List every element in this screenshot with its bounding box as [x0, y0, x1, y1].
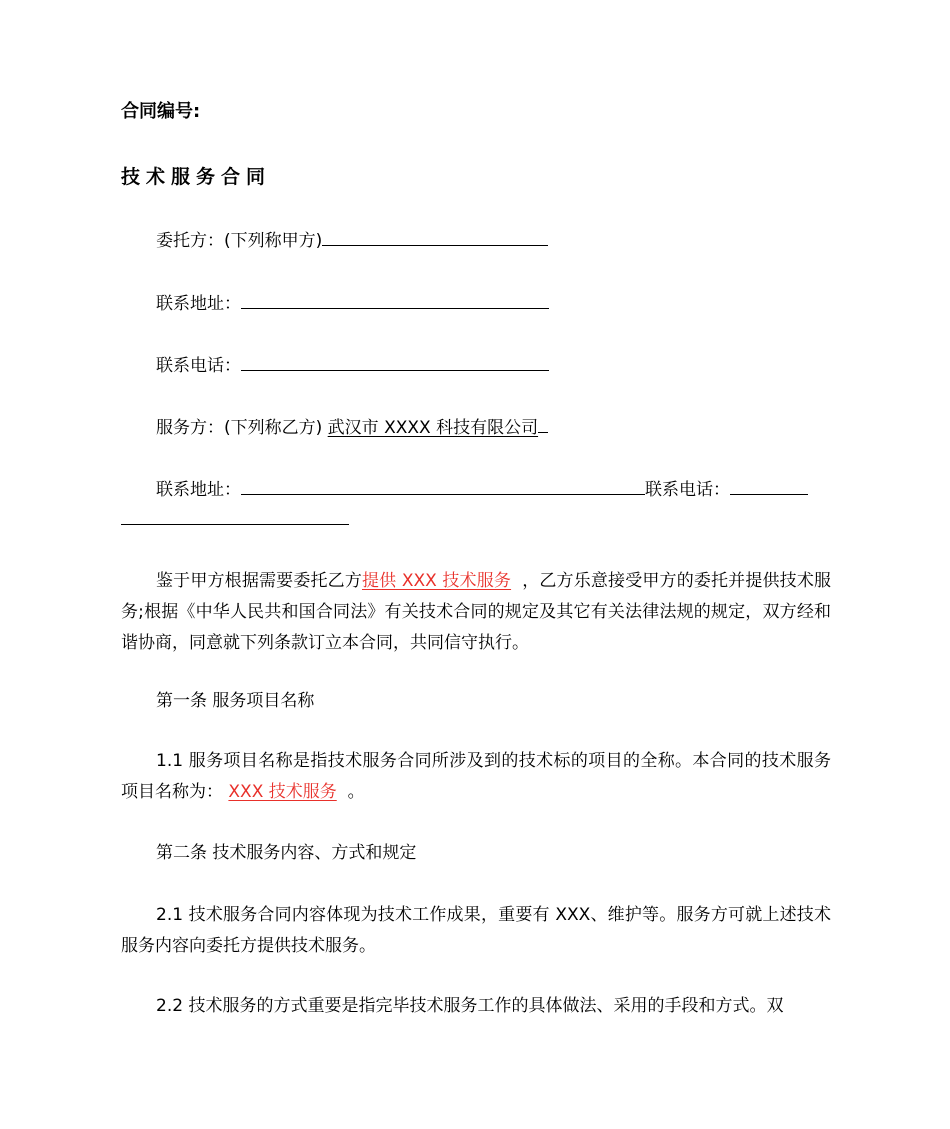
provider-address-blank-2 — [553, 476, 645, 495]
client-name-blank — [322, 227, 548, 246]
provider-address-blank — [241, 476, 553, 495]
client-address-blank — [241, 290, 549, 309]
client-address-line — [121, 289, 831, 319]
article-1-heading: 第一条 服务项目名称 — [156, 691, 315, 711]
client-line — [121, 226, 831, 256]
document-title: 技术服务合同 — [121, 166, 272, 188]
client-phone-blank — [241, 352, 549, 371]
contract-number-label: 合同编号: — [121, 101, 201, 122]
provider-phone-label: 联系电话： — [645, 480, 730, 500]
intro-service-name: 提供 XXX 技术服务 — [361, 571, 512, 591]
article-1-service-name: XXX 技术服务 — [228, 782, 337, 802]
article-1-paragraph — [121, 746, 831, 808]
provider-phone-blank — [730, 476, 808, 495]
client-label: 委托方：(下列称甲方) — [156, 231, 323, 251]
intro-paragraph — [121, 566, 831, 659]
provider-name: 武汉市 XXXX 科技有限公司 — [327, 418, 539, 438]
article-1-period: 。 — [347, 782, 365, 802]
provider-phone-blank-2 — [121, 506, 349, 525]
client-address-label: 联系地址： — [156, 294, 241, 314]
provider-line — [121, 413, 831, 443]
provider-label: 服务方：(下列称乙方) — [156, 418, 323, 438]
article-2-paragraph-1: 2.1 技术服务合同内容体现为技术工作成果，重要有 XXX、维护等。服务方可就上述技术服务内容向委托方提供技术服务。 — [121, 905, 831, 956]
provider-address-label: 联系地址： — [156, 480, 241, 500]
provider-contact-line — [121, 475, 831, 505]
article-2-heading: 第二条 技术服务内容、方式和规定 — [156, 843, 417, 863]
provider-phone-blank-continued — [121, 505, 831, 535]
client-phone-line — [121, 351, 831, 381]
article-2-paragraph-2: 2.2 技术服务的方式重要是指完毕技术服务工作的具体做法、采用的手段和方式。双 — [156, 996, 784, 1016]
article-1-text: 1.1 服务项目名称是指技术服务合同所涉及到的技术标的项目的全称。本合同的技术服务项目名称为： — [121, 751, 831, 802]
client-phone-label: 联系电话： — [156, 356, 241, 376]
provider-name-tail — [538, 414, 548, 433]
intro-text-1: 鉴于甲方根据需要委托乙方 — [156, 571, 362, 591]
intro-text-2: ，乙方乐意接受甲方的委托并提供技术服务;根据《中华人民共和国合同法》有关技术合同的规定及其它有关法律法规的规定，双方经和谐协商，同意就下列条款订立本合同，共同信守执行。 — [121, 571, 832, 653]
